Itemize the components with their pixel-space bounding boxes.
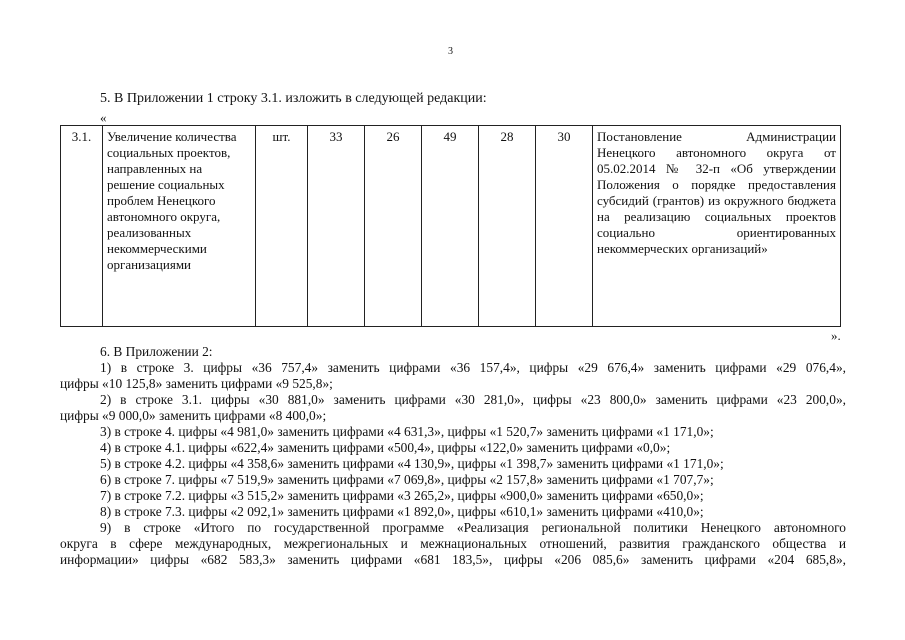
- list-item: 5) в строке 4.2. цифры «4 358,6» заменить цифрами «4 130,9», цифры «1 398,7» заменить цифрами «1 171,0»;: [100, 456, 724, 471]
- list-item: 1) в строке 3. цифры «36 757,4» заменить цифрами «36 157,4», цифры «29 676,4» заменить цифрами «29 076,4»,: [100, 360, 846, 375]
- closing-quote: ».: [831, 328, 841, 343]
- row-number: 3.1.: [61, 126, 103, 327]
- value-cell: 26: [365, 126, 422, 327]
- amendment-table: [60, 125, 841, 327]
- legal-basis: Постановление Администрации Ненецкого автономного округа от 05.02.2014 № 32-п «Об утверждении Положения о порядке предоставления субсидий (грантов) из окружного бюджета на реализацию социальных проектов социально ориентированных некоммерческих организаций»: [593, 126, 841, 327]
- list-item: 9) в строке «Итого по государственной программе «Реализация региональной политики Ненецкого автономного: [100, 520, 846, 535]
- list-item: 4) в строке 4.1. цифры «622,4» заменить цифрами «500,4», цифры «122,0» заменить цифрами «0,0»;: [100, 440, 671, 455]
- value-cell: 30: [536, 126, 593, 327]
- list-item: 3) в строке 4. цифры «4 981,0» заменить цифрами «4 631,3», цифры «1 520,7» заменить цифрами «1 171,0»;: [100, 424, 714, 439]
- section-5-heading: 5. В Приложении 1 строку 3.1. изложить в следующей редакции:: [100, 91, 487, 106]
- value-cell: 33: [308, 126, 365, 327]
- list-item-continuation: информации» цифры «682 583,3» заменить цифрами «681 183,5», цифры «206 085,6» заменить цифрами «204 685,8»,: [60, 552, 846, 567]
- section-6-heading: 6. В Приложении 2:: [100, 344, 213, 359]
- section-6: [60, 344, 846, 568]
- list-item-continuation: цифры «9 000,0» заменить цифрами «8 400,0»;: [60, 408, 327, 423]
- table-row: [61, 126, 841, 327]
- indicator-description: Увеличение количества социальных проектов, направленных на решение социальных проблем Ненецкого автономного округа, реализованных некоммерческими организациями: [103, 126, 256, 327]
- list-item: 7) в строке 7.2. цифры «3 515,2» заменить цифрами «3 265,2», цифры «900,0» заменить цифрами «650,0»;: [100, 488, 704, 503]
- list-item: 8) в строке 7.3. цифры «2 092,1» заменить цифрами «1 892,0», цифры «610,1» заменить цифрами «410,0»;: [100, 504, 704, 519]
- list-item-continuation: округа в сфере международных, межрегиональных и межнациональных отношений, развития гражданского общества и: [60, 536, 846, 551]
- opening-quote: «: [100, 110, 107, 125]
- list-item: 6) в строке 7. цифры «7 519,9» заменить цифрами «7 069,8», цифры «2 157,8» заменить цифрами «1 707,7»;: [100, 472, 714, 487]
- value-cell: 28: [479, 126, 536, 327]
- list-item-continuation: цифры «10 125,8» заменить цифрами «9 525,8»;: [60, 376, 333, 391]
- page-number: 3: [448, 46, 453, 57]
- list-item: 2) в строке 3.1. цифры «30 881,0» заменить цифрами «30 281,0», цифры «23 800,0» заменить цифрами «23 200,0»,: [100, 392, 846, 407]
- unit-cell: шт.: [256, 126, 308, 327]
- value-cell: 49: [422, 126, 479, 327]
